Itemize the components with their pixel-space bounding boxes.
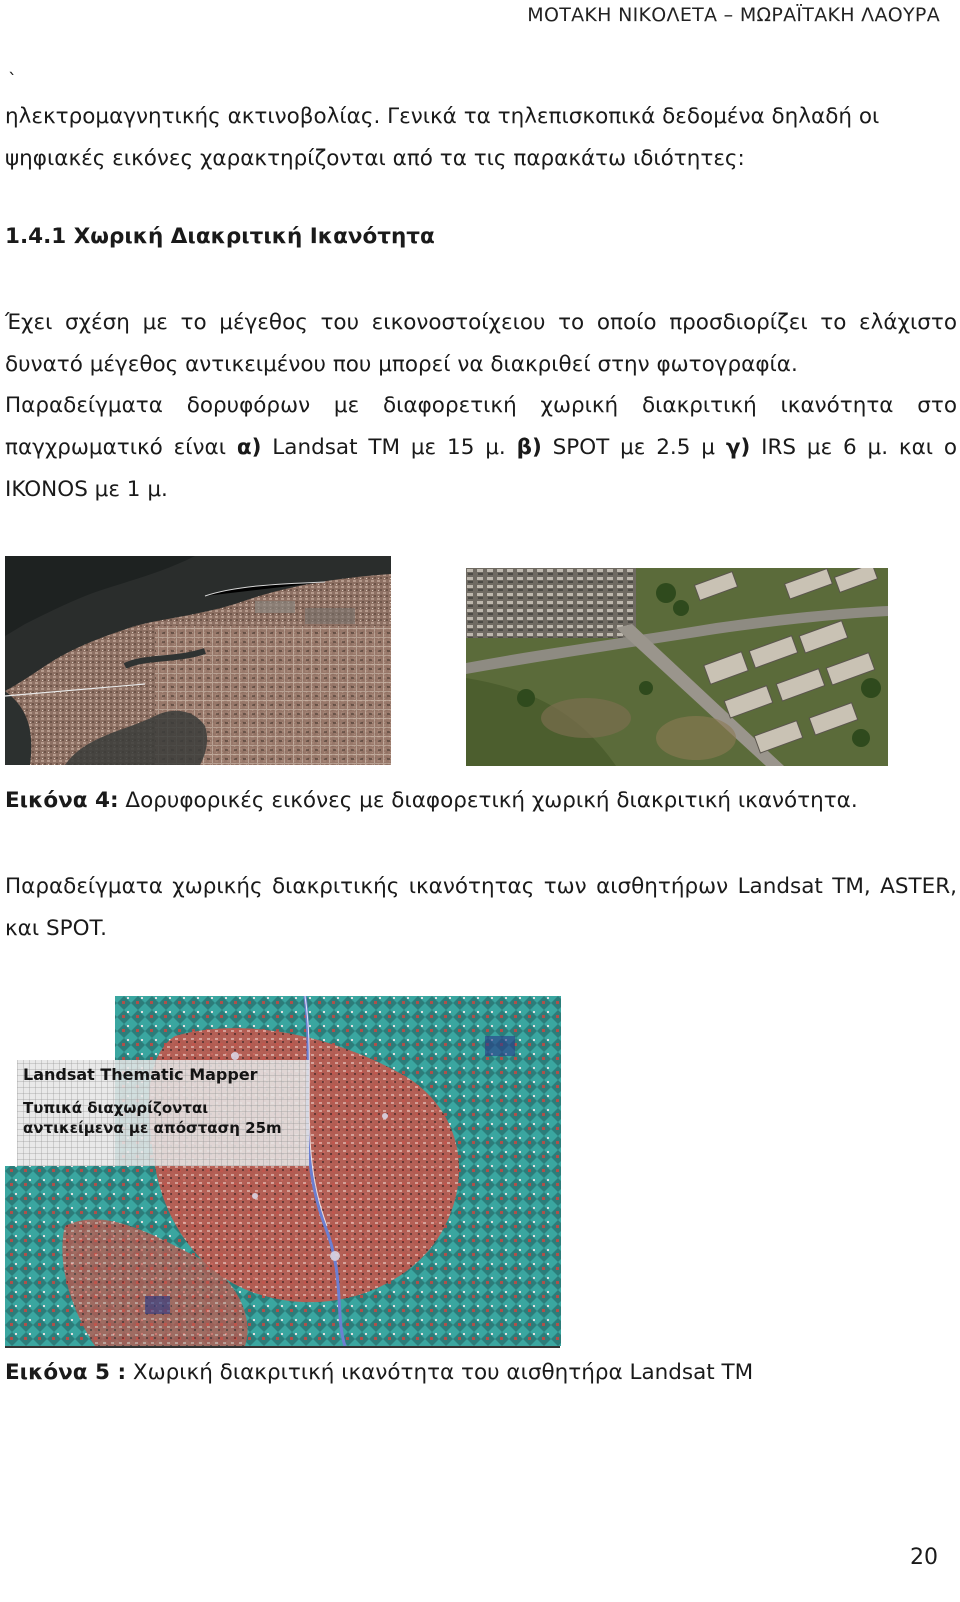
figure4-caption-text: Δορυφορικές εικόνες με διαφορετική χωρική διακριτική ικανότητα. bbox=[118, 788, 858, 813]
overlay-title: Landsat Thematic Mapper bbox=[23, 1065, 258, 1084]
figure4-caption bbox=[5, 788, 858, 813]
p2-label-b: β) bbox=[516, 435, 542, 460]
overlay-line-1: Τυπικά διαχωρίζονται bbox=[23, 1099, 209, 1117]
figure4-image-landsat bbox=[5, 556, 391, 765]
examples-paragraph: Παραδείγματα χωρικής διακριτικής ικανότητας των αισθητήρων Landsat TM, ASTER, και SPOT. bbox=[5, 874, 957, 941]
section-paragraph-2 bbox=[5, 385, 957, 511]
figure5-caption-text: Χωρική διακριτική ικανότητα του αισθητήρα Landsat TM bbox=[126, 1360, 754, 1385]
p2-text-b: SPOT με 2.5 μ bbox=[541, 435, 726, 460]
figure5-label: Εικόνα 5 : bbox=[5, 1360, 127, 1385]
figure5-bottom-rule bbox=[5, 1346, 560, 1348]
p2-label-a: α) bbox=[236, 435, 262, 460]
p2-text-a: Landsat TM με 15 μ. bbox=[261, 435, 517, 460]
section-paragraph-1: Έχει σχέση με το μέγεθος του εικονοστοίχειου το οποίο προσδιορίζει το ελάχιστο δυνατό μέγεθος αντικειμένου που μπορεί να διακριθεί στην φωτογραφία. bbox=[5, 310, 957, 377]
figure4-image-highres bbox=[466, 568, 888, 766]
intro-line-2: ψηφιακές εικόνες χαρακτηρίζονται από τα τις παρακάτω ιδιότητες: bbox=[5, 146, 745, 171]
section-heading: 1.4.1 Χωρική Διακριτική Ικανότητα bbox=[5, 224, 435, 249]
page-number: 20 bbox=[910, 1545, 938, 1570]
p2-start: Παραδείγματα δορυφόρων με διαφορετική χωρική διακριτική ικανότητα στο παγχρωματικό είναι bbox=[5, 393, 957, 460]
overlay-line-2: αντικείμενα με απόσταση 25m bbox=[23, 1119, 282, 1137]
figure5-image bbox=[5, 996, 561, 1346]
running-header: ΜΟΤΑΚΗ ΝΙΚΟΛΕΤΑ – ΜΩΡΑΪΤΑΚΗ ΛΑΟΥΡΑ bbox=[527, 4, 940, 26]
figure5-overlay-text bbox=[23, 1064, 308, 1138]
p2-text-c: IRS με 6 μ. και ο IKONOS με 1 μ. bbox=[5, 435, 958, 502]
figure4-label: Εικόνα 4: bbox=[5, 788, 119, 813]
figure5-caption bbox=[5, 1360, 753, 1385]
p2-label-c: γ) bbox=[725, 435, 751, 460]
stray-mark: ` bbox=[8, 70, 17, 91]
intro-line-1: ηλεκτρομαγνητικής ακτινοβολίας. Γενικά τα τηλεπισκοπικά δεδομένα δηλαδή οι bbox=[5, 104, 880, 129]
